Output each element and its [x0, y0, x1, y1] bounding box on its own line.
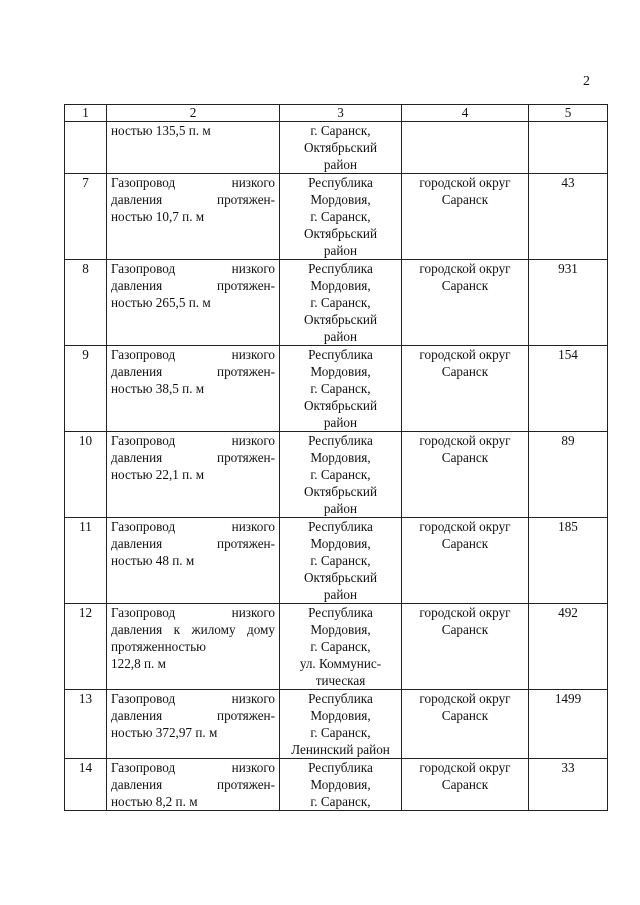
- object-location-line: Мордовия,: [310, 278, 371, 293]
- object-location: [280, 518, 402, 604]
- row-number: 7: [65, 174, 107, 260]
- object-name-line: давления к жилому дому: [111, 622, 275, 637]
- object-name: [107, 122, 280, 174]
- object-name: [107, 518, 280, 604]
- owner-line: Саранск: [441, 450, 489, 465]
- object-name: [107, 346, 280, 432]
- header-col-1: 1: [65, 105, 107, 122]
- object-location-line: район: [323, 243, 358, 258]
- value: 43: [529, 174, 608, 260]
- object-name-line: ностью 38,5 п. м: [111, 381, 205, 396]
- header-col-2: 2: [107, 105, 280, 122]
- table-row: [65, 690, 608, 759]
- object-name-line: давления протяжен-: [111, 450, 275, 465]
- object-name-line: протяженностью: [111, 639, 207, 654]
- object-location-line: Мордовия,: [310, 364, 371, 379]
- owner-line: городской округ: [419, 433, 511, 448]
- object-location-line: Мордовия,: [310, 708, 371, 723]
- owner-line: городской округ: [419, 691, 511, 706]
- object-location-line: г. Саранск,: [310, 639, 371, 654]
- object-location-line: Октябрьский: [303, 226, 378, 241]
- object-location-line: Республика: [308, 691, 373, 706]
- owner: [402, 759, 529, 811]
- object-name: [107, 604, 280, 690]
- row-number: 12: [65, 604, 107, 690]
- object-name-line: 122,8 п. м: [111, 656, 166, 671]
- object-name-line: Газопровод низкого: [111, 760, 275, 775]
- object-name: [107, 759, 280, 811]
- owner-line: Саранск: [441, 622, 489, 637]
- value: 185: [529, 518, 608, 604]
- object-location-line: Республика: [308, 605, 373, 620]
- object-location-line: район: [323, 157, 358, 172]
- owner-line: городской округ: [419, 261, 511, 276]
- page-number: 2: [583, 74, 590, 89]
- object-location-line: г. Саранск,: [310, 209, 371, 224]
- table-row: [65, 432, 608, 518]
- object-location-line: район: [323, 501, 358, 516]
- object-location-line: Мордовия,: [310, 192, 371, 207]
- object-location-line: Мордовия,: [310, 622, 371, 637]
- gas-pipeline-table: [64, 104, 608, 811]
- object-location-line: Мордовия,: [310, 777, 371, 792]
- object-location-line: Мордовия,: [310, 536, 371, 551]
- table-row: [65, 759, 608, 811]
- object-name-line: Газопровод низкого: [111, 433, 275, 448]
- object-name-line: Газопровод низкого: [111, 261, 275, 276]
- owner: [402, 432, 529, 518]
- object-name-line: ностью 48 п. м: [111, 553, 195, 568]
- row-number: 13: [65, 690, 107, 759]
- owner: [402, 174, 529, 260]
- object-location-line: Республика: [308, 175, 373, 190]
- object-name: [107, 260, 280, 346]
- object-location-line: Октябрьский: [303, 312, 378, 327]
- object-location: [280, 690, 402, 759]
- object-location-line: Мордовия,: [310, 450, 371, 465]
- object-name-line: давления протяжен-: [111, 708, 275, 723]
- object-location-line: Ленинский район: [291, 742, 390, 757]
- row-number: 9: [65, 346, 107, 432]
- object-location-line: г. Саранск,: [310, 794, 371, 809]
- table-row: [65, 174, 608, 260]
- object-name-line: ностью 265,5 п. м: [111, 295, 211, 310]
- owner-line: Саранск: [441, 364, 489, 379]
- table-row: [65, 346, 608, 432]
- header-col-4: 4: [402, 105, 529, 122]
- object-name-line: давления протяжен-: [111, 536, 275, 551]
- object-name-line: Газопровод низкого: [111, 347, 275, 362]
- object-location: [280, 122, 402, 174]
- object-name-line: ностью 372,97 п. м: [111, 725, 218, 740]
- object-name-line: давления протяжен-: [111, 278, 275, 293]
- table-row: [65, 604, 608, 690]
- object-location-line: Республика: [308, 519, 373, 534]
- object-name-line: ностью 135,5 п. м: [111, 123, 211, 138]
- value: 492: [529, 604, 608, 690]
- owner-line: городской округ: [419, 760, 511, 775]
- owner-line: городской округ: [419, 347, 511, 362]
- object-location-line: ул. Коммунис-: [299, 656, 382, 671]
- object-location-line: Октябрьский: [303, 398, 378, 413]
- row-number: 10: [65, 432, 107, 518]
- object-name: [107, 690, 280, 759]
- table-row: [65, 518, 608, 604]
- value: 154: [529, 346, 608, 432]
- object-location-line: Республика: [308, 433, 373, 448]
- object-location-line: тическая: [315, 673, 366, 688]
- object-name-line: Газопровод низкого: [111, 175, 275, 190]
- object-location: [280, 174, 402, 260]
- table-header-row: [65, 105, 608, 122]
- header-col-3: 3: [280, 105, 402, 122]
- object-name-line: давления протяжен-: [111, 192, 275, 207]
- object-location: [280, 346, 402, 432]
- object-location-line: Республика: [308, 760, 373, 775]
- value: [529, 122, 608, 174]
- object-name-line: Газопровод низкого: [111, 605, 275, 620]
- header-col-5: 5: [529, 105, 608, 122]
- object-location-line: г. Саранск,: [310, 123, 371, 138]
- value: 89: [529, 432, 608, 518]
- table-row: [65, 260, 608, 346]
- object-location-line: район: [323, 415, 358, 430]
- owner: [402, 690, 529, 759]
- object-name-line: Газопровод низкого: [111, 691, 275, 706]
- object-location-line: Республика: [308, 261, 373, 276]
- owner-line: городской округ: [419, 519, 511, 534]
- object-name-line: давления протяжен-: [111, 777, 275, 792]
- object-name: [107, 174, 280, 260]
- object-location-line: г. Саранск,: [310, 725, 371, 740]
- object-location-line: Октябрьский: [303, 140, 378, 155]
- owner: [402, 346, 529, 432]
- object-location-line: г. Саранск,: [310, 553, 371, 568]
- owner: [402, 122, 529, 174]
- object-location-line: г. Саранск,: [310, 381, 371, 396]
- object-location: [280, 759, 402, 811]
- object-location-line: г. Саранск,: [310, 467, 371, 482]
- object-name-line: давления протяжен-: [111, 364, 275, 379]
- object-location: [280, 604, 402, 690]
- object-location-line: Октябрьский: [303, 570, 378, 585]
- owner: [402, 604, 529, 690]
- row-number: 11: [65, 518, 107, 604]
- object-location-line: Октябрьский: [303, 484, 378, 499]
- object-location-line: район: [323, 587, 358, 602]
- owner: [402, 260, 529, 346]
- value: 33: [529, 759, 608, 811]
- row-number: [65, 122, 107, 174]
- table-row: [65, 122, 608, 174]
- owner-line: Саранск: [441, 536, 489, 551]
- object-name-line: ностью 8,2 п. м: [111, 794, 198, 809]
- object-location-line: район: [323, 329, 358, 344]
- object-name-line: Газопровод низкого: [111, 519, 275, 534]
- owner-line: Саранск: [441, 708, 489, 723]
- owner-line: Саранск: [441, 192, 489, 207]
- object-name-line: ностью 10,7 п. м: [111, 209, 205, 224]
- object-location: [280, 432, 402, 518]
- value: 1499: [529, 690, 608, 759]
- owner-line: Саранск: [441, 777, 489, 792]
- owner: [402, 518, 529, 604]
- object-location-line: г. Саранск,: [310, 295, 371, 310]
- object-name: [107, 432, 280, 518]
- owner-line: городской округ: [419, 175, 511, 190]
- object-name-line: ностью 22,1 п. м: [111, 467, 205, 482]
- owner-line: Саранск: [441, 278, 489, 293]
- row-number: 8: [65, 260, 107, 346]
- row-number: 14: [65, 759, 107, 811]
- owner-line: городской округ: [419, 605, 511, 620]
- value: 931: [529, 260, 608, 346]
- object-location: [280, 260, 402, 346]
- object-location-line: Республика: [308, 347, 373, 362]
